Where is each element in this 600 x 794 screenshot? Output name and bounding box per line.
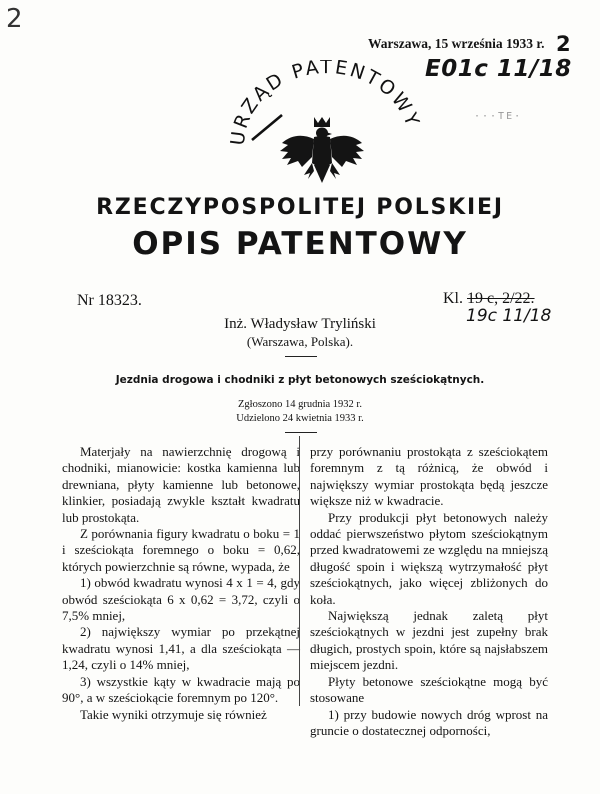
paragraph: 3) wszystkie kąty w kwadracie mają po 90°, a w sześciokącie foremnym po 120°. [62,673,300,706]
class-prefix: Kl. [443,290,463,307]
strike-mark [252,115,282,140]
emblem-arc-text: URZĄD PATENTOWY [226,60,422,147]
paragraph: 2) największy wymiar po przekątnej kwadratu wynosi 1,41, a dla sześciokąta — 1,24, czyli o 14% mniej, [62,624,300,673]
patent-dates [0,398,600,426]
office-emblem [222,60,422,195]
paragraph: 1) przy budowie nowych dróg wprost na gruncie o dostatecznej odporności, [310,706,548,738]
title-country: RZECZYPOSPOLITEJ POLSKIEJ [96,195,504,220]
paragraph: przy porównaniu prostokąta z sześciokątem foremnym z tą różnicą, że obwód i największy wymiar prostokąta będą jeszcze większe niż w kwadracie. [310,444,548,509]
patent-subject: Jezdnia drogowa i chodniki z płyt betonowych sześciokątnych. [115,374,485,386]
page-number: 2 [556,32,571,56]
paragraph: Takie wyniki otrzymuje się również [80,706,267,722]
stamp-fragment: ···TE· [474,111,523,122]
paragraph: Płyty betonowe sześciokątne mogą być stosowane [310,673,548,706]
granted-date: Udzielono 24 kwietnia 1933 r. [236,413,364,424]
polish-eagle-icon [280,117,364,183]
paragraph: Materjały na nawierzchnię drogową i chodniki, mianowicie: kostka kamienna lub drewniana, płyty kamienne lub betonowe, klinkier, posiadają zwykle kształt kwadratu lub prostokąta. [62,444,300,525]
publication-date: Warszawa, 15 września 1933 r. [368,36,545,51]
author-location: (Warszawa, Polska). [246,334,354,349]
handwritten-class-annotation: E01c 11/18 [425,56,572,82]
divider [285,432,317,433]
patent-number: Nr 18323. [77,292,142,309]
paragraph: Z porównania figury kwadratu o boku = 1 i sześciokąta foremnego o boku = 0,62, których powierzchnie są równe, wypada, że [62,526,300,574]
class-struck: 19 c, 2/22. [467,290,535,307]
column-divider [299,436,300,706]
left-column [62,444,300,723]
divider [285,356,317,357]
title-document-type: OPIS PATENTOWY [132,226,468,262]
filed-date: Zgłoszono 14 grudnia 1932 r. [238,399,362,410]
paragraph: 1) obwód kwadratu wynosi 4 x 1 = 4, gdy obwód sześciokąta 6 x 0,62 = 3,72, czyli o 7,5% mniej, [62,575,300,624]
right-column [310,444,548,739]
paragraph: Największą jednak zaletą płyt sześciokątnych w jezdni jest zupełny brak długich, prostych spoin, które są najsłabszem miejscem jezdni. [310,608,548,673]
author-name: Inż. Władysław Tryliński [224,316,376,332]
handwritten-class: 19c 11/18 [466,306,552,326]
paragraph: Przy produkcji płyt betonowych należy oddać pierwszeństwo płytom sześciokątnym przed kwadratowemi ze względu na mniejszą długość spoin i większą wytrzymałość płyt sześciokątnych, jako więcej zbliżonych do koła. [310,509,548,607]
corner-mark: 2 [6,4,23,34]
